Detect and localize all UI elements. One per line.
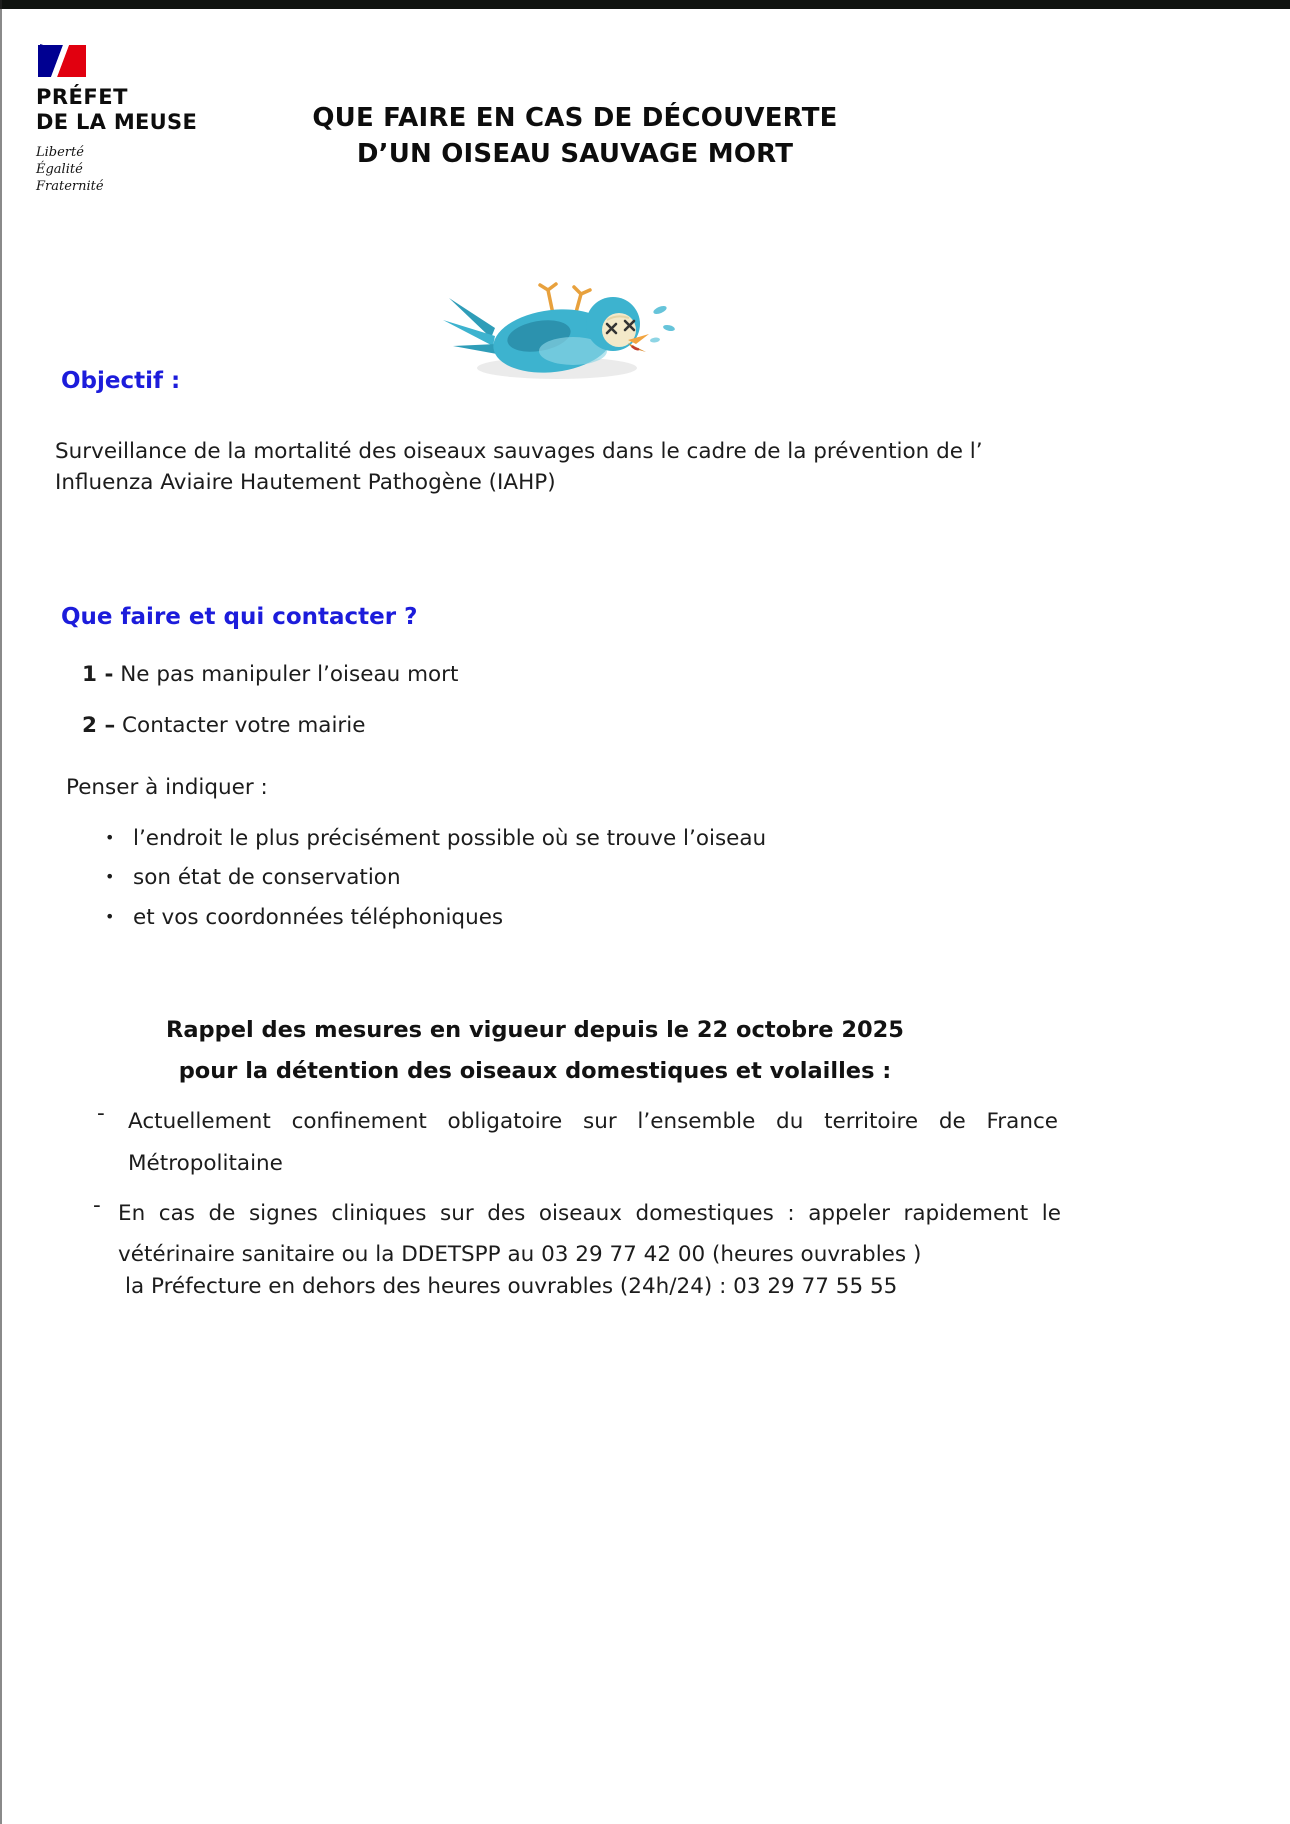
bullet-item-2 bbox=[105, 865, 401, 890]
objectif-heading: Objectif : bbox=[61, 368, 181, 394]
motto-egalite: Égalité bbox=[36, 162, 83, 177]
mesure-1-text: Actuellement confinement obligatoire sur l’ensemble du territoire de France Métropolitaine bbox=[128, 1109, 1058, 1176]
step-2 bbox=[82, 713, 365, 738]
page-title-line2: D’UN OISEAU SAUVAGE MORT bbox=[356, 139, 794, 169]
step-1-text: Ne pas manipuler l’oiseau mort bbox=[120, 662, 459, 687]
motto-liberte: Liberté bbox=[36, 145, 84, 160]
step-2-number: 2 – bbox=[82, 713, 116, 738]
objectif-text: Surveillance de la mortalité des oiseaux sauvages dans le cadre de la prévention de l’ Influenza Aviaire Hautement Pathogène (IAHP) bbox=[55, 439, 983, 495]
bullet-2-text: son état de conservation bbox=[133, 865, 401, 890]
bullet-1-text: l’endroit le plus précisément possible où se trouve l’oiseau bbox=[133, 826, 767, 851]
logo-prefet-text: PRÉFET bbox=[36, 85, 128, 109]
bullet-icon: • bbox=[105, 828, 115, 847]
rappel-heading bbox=[0, 1010, 1070, 1092]
motto-fraternite: Fraternité bbox=[36, 179, 104, 194]
scan-left-edge bbox=[0, 0, 2, 1824]
bullet-3-text: et vos coordonnées téléphoniques bbox=[133, 905, 504, 930]
bullet-icon: • bbox=[105, 907, 115, 926]
mesure-2-text: En cas de signes cliniques sur des oiseaux domestiques : appeler rapidement le vétérinaire sanitaire ou la DDETSPP au 03 29 77 42 00 (heures ouvrables ) bbox=[118, 1201, 1061, 1267]
screenshot-top-bar bbox=[0, 0, 1290, 9]
penser-text: Penser à indiquer : bbox=[66, 775, 268, 800]
mesure-2-dash: - bbox=[93, 1193, 101, 1218]
french-flag-icon bbox=[36, 44, 88, 78]
rappel-heading-line2: pour la détention des oiseaux domestiques et volailles : bbox=[178, 1058, 892, 1084]
logo-region-text: DE LA MEUSE bbox=[36, 110, 198, 134]
dead-bird-illustration bbox=[435, 248, 685, 388]
rappel-heading-line1: Rappel des mesures en vigueur depuis le 22 octobre 2025 bbox=[166, 1017, 904, 1043]
step-1 bbox=[82, 662, 458, 687]
prefecture-logo bbox=[36, 44, 197, 195]
step-2-text: Contacter votre mairie bbox=[122, 713, 366, 738]
bullet-icon: • bbox=[105, 867, 115, 886]
bullet-item-3 bbox=[105, 905, 503, 930]
bullet-item-1 bbox=[105, 826, 766, 851]
page-title bbox=[295, 100, 855, 172]
page-title-line1: QUE FAIRE EN CAS DE DÉCOUVERTE bbox=[312, 103, 838, 133]
mesure-1-dash: - bbox=[97, 1101, 105, 1126]
step-1-number: 1 - bbox=[82, 662, 114, 687]
logo-motto bbox=[36, 144, 197, 195]
contact-heading: Que faire et qui contacter ? bbox=[61, 604, 418, 630]
mesure-3-text: la Préfecture en dehors des heures ouvrables (24h/24) : 03 29 77 55 55 bbox=[125, 1274, 898, 1299]
